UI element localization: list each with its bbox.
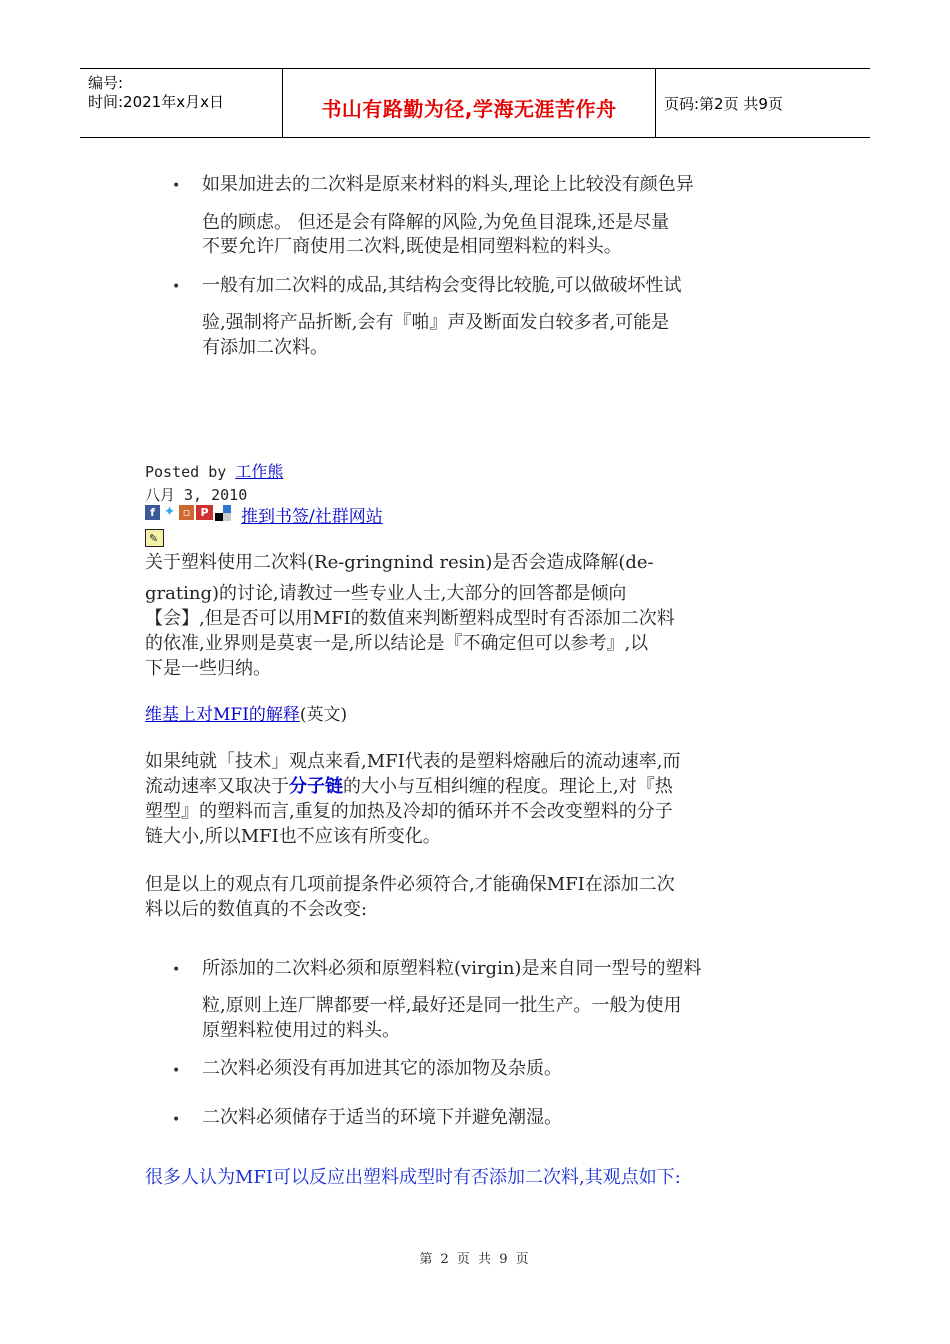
bullet-dot: • (172, 279, 181, 295)
wiki-line (145, 704, 347, 727)
author-link[interactable]: 工作熊 (235, 462, 284, 481)
para2-line-2 (145, 775, 673, 798)
bullet-dot: • (172, 1112, 181, 1128)
motto: 书山有路勤为径,学海无涯苦作舟 (321, 97, 617, 121)
para2-line-1: 如果纯就「技术」观点来看,MFI代表的是塑料熔融后的流动速率,而 (145, 751, 681, 772)
page-code: 页码:第2页 共9页 (664, 95, 783, 113)
intro-line-5: 下是一些归纳。 (145, 658, 271, 679)
wiki-link[interactable]: 维基上对MFI的解释 (145, 705, 300, 725)
page-header (80, 68, 870, 138)
bullet-dot: • (172, 178, 181, 194)
bullet-2-line-2: 验,强制将产品折断,会有『啪』声及断面发白较多者,可能是 (202, 312, 670, 333)
header-meta-cell (80, 69, 283, 137)
conclusion-heading: 很多人认为MFI可以反应出塑料成型时有否添加二次料,其观点如下: (145, 1167, 681, 1188)
intro-line-3: 【会】,但是否可以用MFI的数值来判断塑料成型时有否添加二次料 (145, 608, 675, 629)
intro-line-1: 关于塑料使用二次料(Re-gringnind resin)是否会造成降解(de- (145, 552, 654, 573)
delicious-icon[interactable] (215, 505, 231, 521)
bullet-5-line-1: 二次料必须储存于适当的环境下并避免潮湿。 (202, 1107, 562, 1128)
p-icon[interactable]: P (196, 505, 213, 520)
posted-by (145, 459, 283, 482)
bullet-3-line-3: 原塑料粒使用过的料头。 (202, 1020, 400, 1041)
post-date: 八月 3, 2010 (145, 486, 248, 504)
bullet-1-line-2: 色的顾虑。 但还是会有降解的风险,为免鱼目混珠,还是尽量 (202, 212, 670, 233)
bullet-3-line-2: 粒,原则上连厂牌都要一样,最好还是同一批生产。一般为使用 (202, 995, 682, 1016)
bullet-dot: • (172, 962, 181, 978)
bullet-dot: • (172, 1063, 181, 1079)
bullet-3-line-1: 所添加的二次料必须和原塑料粒(virgin)是来自同一型号的塑料 (202, 958, 702, 979)
para2-line-3: 塑型』的塑料而言,重复的加热及冷却的循环并不会改变塑料的分子 (145, 801, 673, 822)
intro-line-4: 的依准,业界则是莫衷一是,所以结论是『不确定但可以参考』,以 (145, 633, 649, 654)
posted-by-label: Posted by (145, 463, 236, 481)
para2-line-2-b: 的大小与互相纠缠的程度。理论上,对『热 (343, 776, 673, 797)
wiki-suffix: (英文) (299, 705, 348, 725)
header-motto-cell (283, 69, 656, 137)
para2-line-4: 链大小,所以MFI也不应该有所变化。 (145, 826, 441, 847)
bullet-1-line-3: 不要允许厂商使用二次料,既使是相同塑料粒的料头。 (202, 236, 622, 257)
twitter-icon[interactable]: ✦ (163, 504, 176, 520)
intro-line-2: grating)的讨论,请教过一些专业人士,大部分的回答都是倾向 (145, 583, 627, 604)
share-link[interactable]: 推到书签/社群网站 (241, 507, 383, 527)
number-label: 编号: (88, 74, 124, 92)
page-footer: 第 2 页 共 9 页 (419, 1252, 531, 1267)
para3-line-2: 料以后的数值真的不会改变: (145, 899, 368, 920)
bullet-2-line-3: 有添加二次料。 (202, 337, 328, 358)
para3-line-1: 但是以上的观点有几项前提条件必须符合,才能确保MFI在添加二次 (145, 874, 675, 895)
bullet-4-line-1: 二次料必须没有再加进其它的添加物及杂质。 (202, 1058, 562, 1079)
plurk-icon[interactable]: ▫ (179, 505, 194, 520)
molecule-chain-link[interactable]: 分子链 (289, 776, 343, 797)
para2-line-2-a: 流动速率又取决于 (145, 776, 289, 797)
time-label: 时间:2021年x月x日 (88, 93, 224, 111)
facebook-icon[interactable]: f (145, 505, 160, 520)
bullet-2-line-1: 一般有加二次料的成品,其结构会变得比较脆,可以做破坏性试 (202, 275, 682, 296)
bookmark-icon[interactable]: ✎ (145, 529, 164, 547)
bullet-1-line-1: 如果加进去的二次料是原来材料的料头,理论上比较没有颜色异 (202, 174, 694, 195)
